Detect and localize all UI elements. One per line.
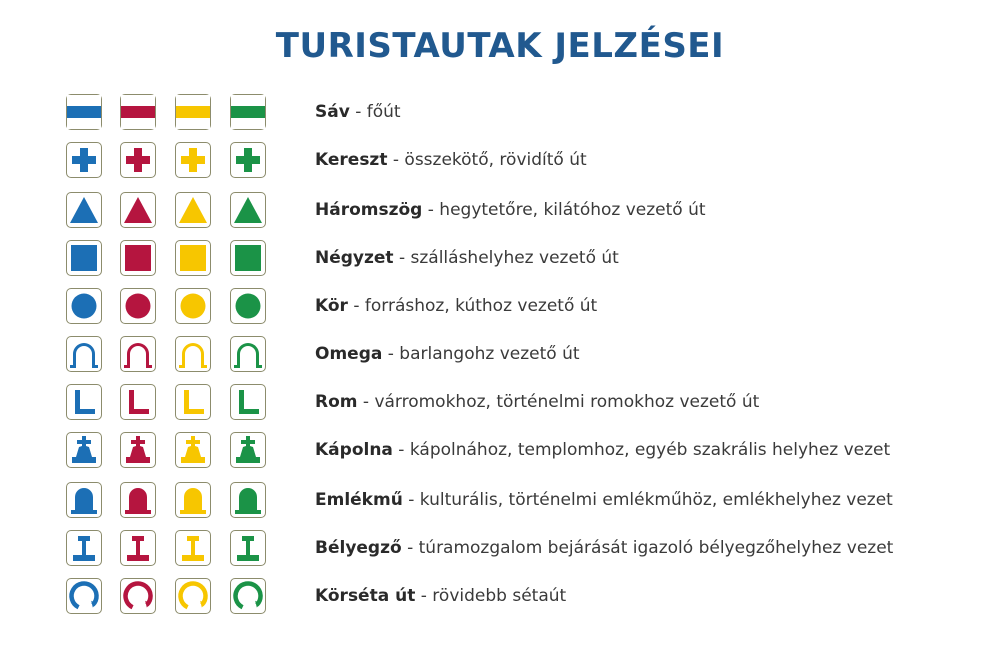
- marker-separator: -: [349, 102, 367, 122]
- emlekmu-blue-icon: [66, 482, 102, 518]
- haromszog-red-icon: [120, 192, 156, 228]
- belyegzo-yellow-icon: [175, 530, 211, 566]
- marker-row-omega: [0, 336, 1000, 374]
- negyzet-green-icon: [230, 240, 266, 276]
- belyegzo-red-icon: [120, 530, 156, 566]
- marker-text: összekötő, rövidítő út: [404, 150, 587, 170]
- marker-text: főút: [366, 102, 401, 122]
- omega-green-icon: [230, 336, 266, 372]
- marker-text: hegytetőre, kilátóhoz vezető út: [439, 200, 706, 220]
- marker-row-haromszog: [0, 192, 1000, 230]
- marker-separator: -: [382, 344, 400, 364]
- marker-description: [315, 432, 890, 468]
- marker-description: [315, 240, 619, 276]
- kor-blue-icon: [66, 288, 102, 324]
- marker-text: forráshoz, kúthoz vezető út: [364, 296, 598, 316]
- marker-separator: -: [347, 296, 365, 316]
- marker-row-rom: [0, 384, 1000, 422]
- belyegzo-green-icon: [230, 530, 266, 566]
- marker-description: [315, 142, 587, 178]
- kapolna-blue-icon: [66, 432, 102, 468]
- marker-row-belyegzo: [0, 530, 1000, 568]
- marker-text: várromokhoz, történelmi romokhoz vezető út: [374, 392, 760, 412]
- marker-name: Rom: [315, 392, 358, 412]
- marker-text: szálláshelyhez vezető út: [410, 248, 619, 268]
- marker-name: Négyzet: [315, 248, 394, 268]
- omega-blue-icon: [66, 336, 102, 372]
- marker-description: [315, 530, 893, 566]
- belyegzo-blue-icon: [66, 530, 102, 566]
- marker-row-kor: [0, 288, 1000, 326]
- marker-row-sav: [0, 94, 1000, 132]
- marker-row-korseta: [0, 578, 1000, 616]
- marker-name: Kör: [315, 296, 348, 316]
- omega-red-icon: [120, 336, 156, 372]
- marker-text: rövidebb sétaút: [432, 586, 567, 606]
- emlekmu-red-icon: [120, 482, 156, 518]
- marker-name: Háromszög: [315, 200, 423, 220]
- kor-green-icon: [230, 288, 266, 324]
- kereszt-red-icon: [120, 142, 156, 178]
- marker-description: [315, 384, 759, 420]
- kereszt-blue-icon: [66, 142, 102, 178]
- negyzet-yellow-icon: [175, 240, 211, 276]
- marker-separator: -: [402, 490, 420, 510]
- marker-description: [315, 336, 580, 372]
- marker-description: [315, 482, 893, 518]
- sav-green-icon: [230, 94, 266, 130]
- omega-yellow-icon: [175, 336, 211, 372]
- marker-separator: -: [387, 150, 405, 170]
- marker-description: [315, 578, 566, 614]
- marker-row-negyzet: [0, 240, 1000, 278]
- marker-name: Körséta út: [315, 586, 416, 606]
- sav-red-icon: [120, 94, 156, 130]
- korseta-blue-icon: [66, 578, 102, 614]
- marker-text: túramozgalom bejárását igazoló bélyegzőhelyhez vezet: [418, 538, 894, 558]
- marker-text: kulturális, történelmi emlékműhöz, emlékhelyhez vezet: [419, 490, 893, 510]
- kapolna-red-icon: [120, 432, 156, 468]
- kapolna-green-icon: [230, 432, 266, 468]
- rom-yellow-icon: [175, 384, 211, 420]
- korseta-yellow-icon: [175, 578, 211, 614]
- kor-red-icon: [120, 288, 156, 324]
- marker-separator: -: [357, 392, 375, 412]
- marker-name: Kápolna: [315, 440, 393, 460]
- emlekmu-yellow-icon: [175, 482, 211, 518]
- marker-description: [315, 94, 401, 130]
- marker-description: [315, 192, 706, 228]
- marker-name: Omega: [315, 344, 383, 364]
- marker-name: Sáv: [315, 102, 350, 122]
- marker-separator: -: [392, 440, 410, 460]
- rom-blue-icon: [66, 384, 102, 420]
- korseta-green-icon: [230, 578, 266, 614]
- emlekmu-green-icon: [230, 482, 266, 518]
- kapolna-yellow-icon: [175, 432, 211, 468]
- marker-row-kapolna: [0, 432, 1000, 470]
- haromszog-green-icon: [230, 192, 266, 228]
- kor-yellow-icon: [175, 288, 211, 324]
- marker-row-emlekmu: [0, 482, 1000, 520]
- marker-separator: -: [393, 248, 411, 268]
- haromszog-yellow-icon: [175, 192, 211, 228]
- marker-name: Emlékmű: [315, 490, 403, 510]
- rom-red-icon: [120, 384, 156, 420]
- kereszt-yellow-icon: [175, 142, 211, 178]
- sav-blue-icon: [66, 94, 102, 130]
- kereszt-green-icon: [230, 142, 266, 178]
- korseta-red-icon: [120, 578, 156, 614]
- marker-name: Kereszt: [315, 150, 388, 170]
- negyzet-blue-icon: [66, 240, 102, 276]
- negyzet-red-icon: [120, 240, 156, 276]
- haromszog-blue-icon: [66, 192, 102, 228]
- marker-separator: -: [415, 586, 433, 606]
- marker-description: [315, 288, 597, 324]
- marker-separator: -: [401, 538, 419, 558]
- page-title: TURISTAUTAK JELZÉSEI: [275, 26, 725, 66]
- marker-text: kápolnához, templomhoz, egyéb szakrális helyhez vezet: [409, 440, 891, 460]
- marker-row-kereszt: [0, 142, 1000, 180]
- rom-green-icon: [230, 384, 266, 420]
- marker-name: Bélyegző: [315, 538, 402, 558]
- marker-text: barlangohz vezető út: [399, 344, 580, 364]
- sav-yellow-icon: [175, 94, 211, 130]
- marker-separator: -: [422, 200, 440, 220]
